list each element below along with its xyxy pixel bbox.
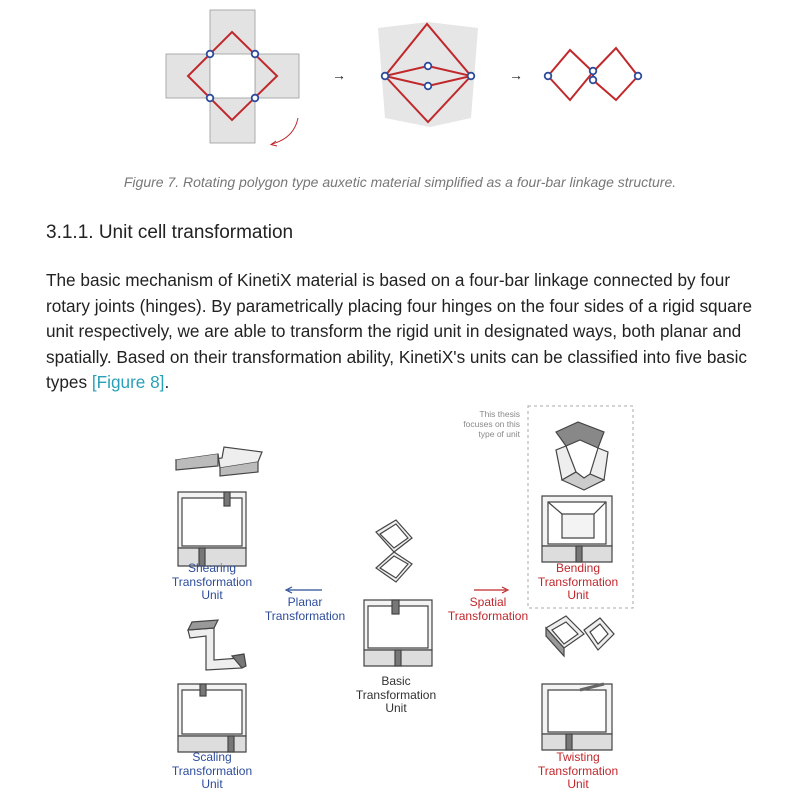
fig7-panel-rotated-squares (378, 22, 478, 127)
thesis-focus-note: This thesis focuses on this type of unit (463, 409, 520, 439)
bending-folded-model (556, 422, 608, 490)
bending-frame-model (542, 496, 612, 562)
shearing-label: Shearing Transformation Unit (171, 561, 253, 602)
twisting-frame-model (542, 684, 612, 750)
twisting-folded-model (546, 616, 614, 656)
body-text: The basic mechanism of KinetiX material is based on a four-bar linkage connected by four rotary joints (hinges). By parametrically placing four hinges on the four sides of a rigid square unit respectively, we are able to transform the rigid unit in designated ways, both planar and spatially. Based on their transformation ability, KinetiX's units can be classified into five basic types (46, 270, 752, 393)
spatial-transformation-label: Spatial Transformation (447, 595, 529, 623)
scaling-frame-model (178, 684, 246, 752)
shearing-folded-model (176, 447, 262, 476)
planar-arrow (286, 587, 322, 593)
spatial-arrow (474, 587, 508, 593)
planar-transformation-label: Planar Transformation (264, 595, 346, 623)
fig7-panel-rigid-squares (166, 10, 299, 146)
section-number: 3.1.1. (46, 222, 94, 243)
bending-label: Bending Transformation Unit (537, 561, 619, 602)
body-end: . (164, 372, 170, 393)
body-paragraph (46, 268, 766, 396)
fig7-panel-linkage (545, 48, 642, 100)
section-title: Unit cell transformation (98, 222, 294, 243)
shearing-frame-model (178, 492, 246, 566)
section-heading (46, 222, 293, 244)
figure-7-caption: Figure 7. Rotating polygon type auxetic material simplified as a four-bar linkage structure. (123, 174, 677, 190)
scaling-bent-model (188, 620, 246, 670)
basic-label: Basic Transformation Unit (355, 674, 437, 715)
scaling-label: Scaling Transformation Unit (171, 750, 253, 791)
basic-chain-model (376, 520, 412, 582)
fig7-arrow-2: → (509, 67, 523, 83)
twisting-label: Twisting Transformation Unit (537, 750, 619, 791)
fig7-arrow-1: → (332, 67, 346, 83)
basic-frame-model (364, 600, 432, 666)
figure-8-reference-link[interactable]: [Figure 8] (91, 372, 165, 393)
